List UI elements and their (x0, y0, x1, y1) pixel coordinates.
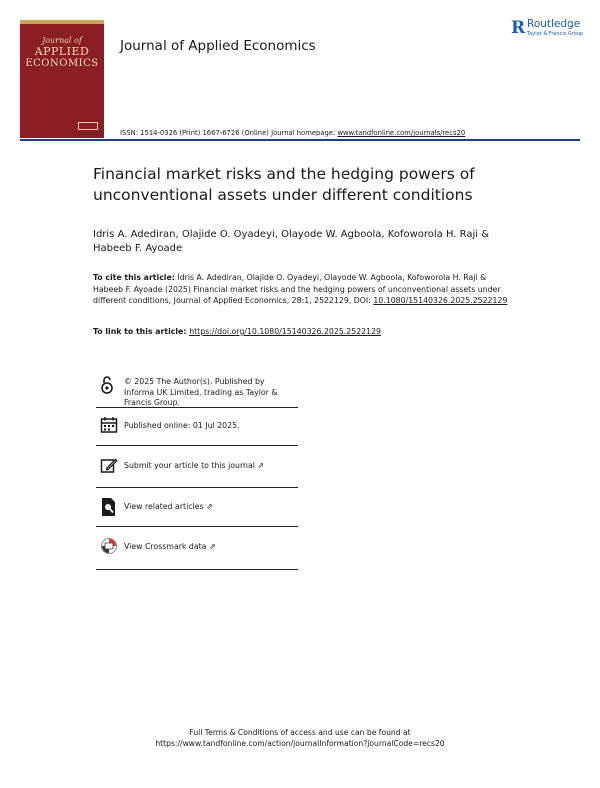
doi-link[interactable]: 10.1080/15140326.2025.2522129 (373, 296, 508, 305)
cover-journal-word: Journal of (42, 36, 82, 45)
view-crossmark-link[interactable]: View Crossmark data (124, 542, 207, 551)
journal-homepage-link[interactable]: www.tandfonline.com/journals/recs20 (337, 129, 466, 137)
cover-economics: ECONOMICS (25, 58, 99, 69)
footer-terms-text: Full Terms & Conditions of access and use can be found at (189, 728, 411, 737)
journal-name: Journal of Applied Economics (120, 38, 316, 54)
publisher-name: Routledge (527, 18, 581, 30)
open-access-icon (100, 375, 120, 395)
search-document-icon (100, 497, 120, 517)
submit-article-link[interactable]: Submit your article to this journal (124, 461, 255, 470)
issn-line (120, 129, 465, 137)
article-url-link[interactable]: https://doi.org/10.1080/15140326.2025.2522129 (189, 327, 381, 336)
open-access-row (96, 370, 298, 408)
link-to-article (93, 327, 513, 336)
related-row[interactable] (96, 488, 298, 527)
published-row (96, 408, 298, 446)
link-label: To link to this article: (93, 327, 190, 336)
issn-text: ISSN: 1514-0326 (Print) 1667-6726 (Online) Journal homepage: (120, 129, 338, 137)
routledge-r-icon: R (511, 18, 526, 38)
citation-block (93, 272, 513, 307)
journal-cover-image (20, 20, 104, 138)
view-related-link[interactable]: View related articles (124, 502, 204, 511)
edit-icon (100, 457, 120, 477)
article-info-list (96, 370, 298, 570)
external-link-icon: ⇗ (206, 502, 213, 511)
footer (0, 727, 600, 749)
publisher-tagline: Taylor & Francis Group (527, 31, 584, 37)
external-link-icon: ⇗ (257, 461, 265, 470)
footer-terms-link[interactable]: https://www.tandfonline.com/action/journalInformation?journalCode=recs20 (155, 739, 445, 748)
published-date: Published online: 01 Jul 2025. (124, 421, 240, 430)
open-access-text: © 2025 The Author(s). Published by Informa UK Limited, trading as Taylor & Francis Group. (124, 377, 278, 407)
crossmark-row[interactable] (96, 527, 298, 570)
publisher-logo (511, 18, 591, 40)
crossmark-icon (100, 537, 120, 557)
cover-publisher-logo (78, 122, 98, 130)
calendar-icon (100, 416, 120, 436)
citation-text: Idris A. Adediran, Olajide O. Oyadeyi, Olayode W. Agboola, Kofoworola H. Raji & Habeeb F. Ayoade (2025) Financial market risks and the hedging powers of unconventional assets under different conditions, Journal of Applied Economics, 28:1, 2522129, DOI: (93, 273, 501, 305)
cover-applied: APPLIED (34, 45, 90, 58)
article-title: Financial market risks and the hedging powers of unconventional assets under different conditions (93, 165, 475, 204)
citation-label: To cite this article: (93, 273, 175, 282)
submit-row[interactable] (96, 446, 298, 488)
article-authors: Idris A. Adediran, Olajide O. Oyadeyi, Olayode W. Agboola, Kofoworola H. Raji & Habeeb F. Ayoade (93, 229, 490, 254)
header-rule (20, 139, 580, 141)
cover-strip (20, 20, 104, 24)
external-link-icon: ⇗ (208, 542, 216, 551)
